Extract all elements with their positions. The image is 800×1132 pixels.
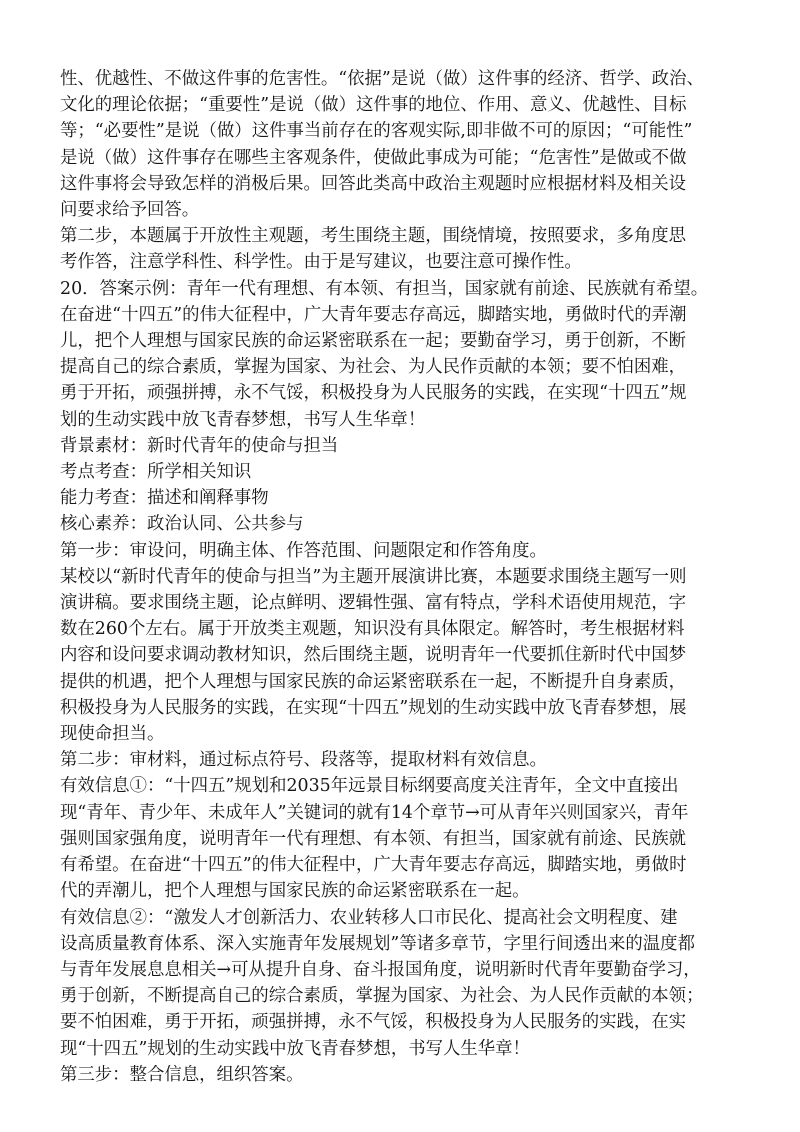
text-line: 代的弄潮儿，把个人理想与国家民族的命运紧密联系在一起。 (60, 881, 530, 902)
analysis-step1-tail (60, 66, 750, 223)
document-page (60, 66, 750, 1088)
step2-heading (60, 747, 750, 773)
text-line: 积极投身为人民服务的实践，在实现“十四五”规划的生动实践中放飞青春梦想，展 (60, 697, 687, 718)
text-line: 有效信息①：“十四五”规划和2035年远景目标纲要高度关注青年，全文中直接出 (60, 776, 679, 797)
text-line: 有希望。在奋进“十四五”的伟大征程中，广大青年要志存高远，脚踏实地，勇做时 (60, 855, 687, 876)
effective-info-1 (60, 773, 750, 904)
text-line: 能力考查：描述和阐释事物 (60, 488, 269, 509)
text-line: 性、优越性、不做这件事的危害性。“依据”是说（做）这件事的经济、哲学、政治、 (60, 69, 704, 89)
text-line: 现“十四五”规划的生动实践中放飞青春梦想，书写人生华章！ (60, 1038, 530, 1059)
text-line: 有效信息②：“激发人才创新活力、农业转移人口市民化、提高社会文明程度、建 (60, 907, 678, 928)
text-line: 勇于开拓，顽强拼搏，永不气馁，积极投身为人民服务的实践，在实现“十四五”规 (60, 383, 687, 404)
text-line: 是说（做）这件事存在哪些主客观条件，使做此事成为可能；“危害性”是做或不做 (60, 147, 687, 168)
text-line: 勇于创新，不断提高自己的综合素质，掌握为国家、为社会、为人民作贡献的本领； (60, 986, 704, 1007)
text-line: 现使命担当。 (60, 724, 165, 745)
ability-check (60, 485, 750, 511)
text-line: 第二步，本题属于开放性主观题，考生围绕主题，围绕情境，按照要求，多角度思 (60, 226, 687, 247)
background-material (60, 433, 750, 459)
text-line: 划的生动实践中放飞青春梦想，书写人生华章！ (60, 409, 426, 430)
core-literacy (60, 511, 750, 537)
text-line: 文化的理论依据；“重要性”是说（做）这件事的地位、作用、意义、优越性、目标 (60, 95, 687, 116)
text-line: 内容和设问要求调动教材知识，然后围绕主题，说明青年一代要抓住新时代中国梦 (60, 645, 687, 666)
text-line: 设高质量教育体系、深入实施青年发展规划”等诸多章节，字里行间透出来的温度都 (60, 933, 695, 954)
text-line: 提高自己的综合素质，掌握为国家、为社会、为人民作贡献的本领；要不怕困难， (60, 357, 687, 378)
text-line: 要不怕困难，勇于开拓，顽强拼搏，永不气馁，积极投身为人民服务的实践，在实 (60, 1012, 687, 1033)
text-line: 儿，把个人理想与国家民族的命运紧密联系在一起；要勤奋学习，勇于创新，不断 (60, 331, 687, 352)
text-line: 第三步：整合信息，组织答案。 (60, 1064, 304, 1085)
text-line: 背景素材：新时代青年的使命与担当 (60, 435, 339, 456)
analysis-step2 (60, 223, 750, 275)
text-line: 核心素养：政治认同、公共参与 (60, 514, 304, 535)
text-line: 问要求给予回答。 (60, 200, 200, 221)
text-line: 考作答，注意学科性、科学性。由于是写建议，也要注意可操作性。 (60, 252, 582, 273)
text-line: 等；“必要性”是说（做）这件事当前存在的客观实际,即非做不可的原因；“可能性” (60, 121, 693, 142)
step1-heading (60, 538, 750, 564)
text-line: 在奋进“十四五”的伟大征程中，广大青年要志存高远，脚踏实地，勇做时代的弄潮 (60, 304, 687, 325)
text-line: 20．答案示例：青年一代有理想、有本领、有担当，国家就有前途、民族就有希望。 (60, 278, 709, 299)
text-line: 数在260个左右。属于开放类主观题，知识没有具体限定。解答时，考生根据材料 (60, 619, 685, 640)
step3-heading (60, 1062, 750, 1088)
text-line: 与青年发展息息相关→可从提升自身、奋斗报国角度，说明新时代青年要勤奋学习， (60, 959, 701, 980)
effective-info-2 (60, 905, 750, 1062)
step1-body (60, 564, 750, 747)
text-line: 演讲稿。要求围绕主题，论点鲜明、逻辑性强、富有特点，学科术语使用规范，字 (60, 593, 687, 614)
exam-point (60, 459, 750, 485)
text-line: 第二步：审材料，通过标点符号、段落等，提取材料有效信息。 (60, 750, 547, 771)
text-line: 这件事将会导致怎样的消极后果。回答此类高中政治主观题时应根据材料及相关设 (60, 173, 687, 194)
text-line: 第一步：审设问，明确主体、作答范围、问题限定和作答角度。 (60, 540, 547, 561)
text-line: 提供的机遇，把个人理想与国家民族的命运紧密联系在一起，不断提升自身素质， (60, 671, 687, 692)
text-line: 强则国家强角度，说明青年一代有理想、有本领、有担当，国家就有前途、民族就 (60, 828, 687, 849)
text-line: 考点考查：所学相关知识 (60, 462, 252, 483)
answer-20 (60, 276, 750, 433)
text-line: 某校以“新时代青年的使命与担当”为主题开展演讲比赛，本题要求围绕主题写一则 (60, 566, 687, 587)
text-line: 现“青年、青少年、未成年人”关键词的就有14个章节→可从青年兴则国家兴，青年 (60, 802, 689, 823)
